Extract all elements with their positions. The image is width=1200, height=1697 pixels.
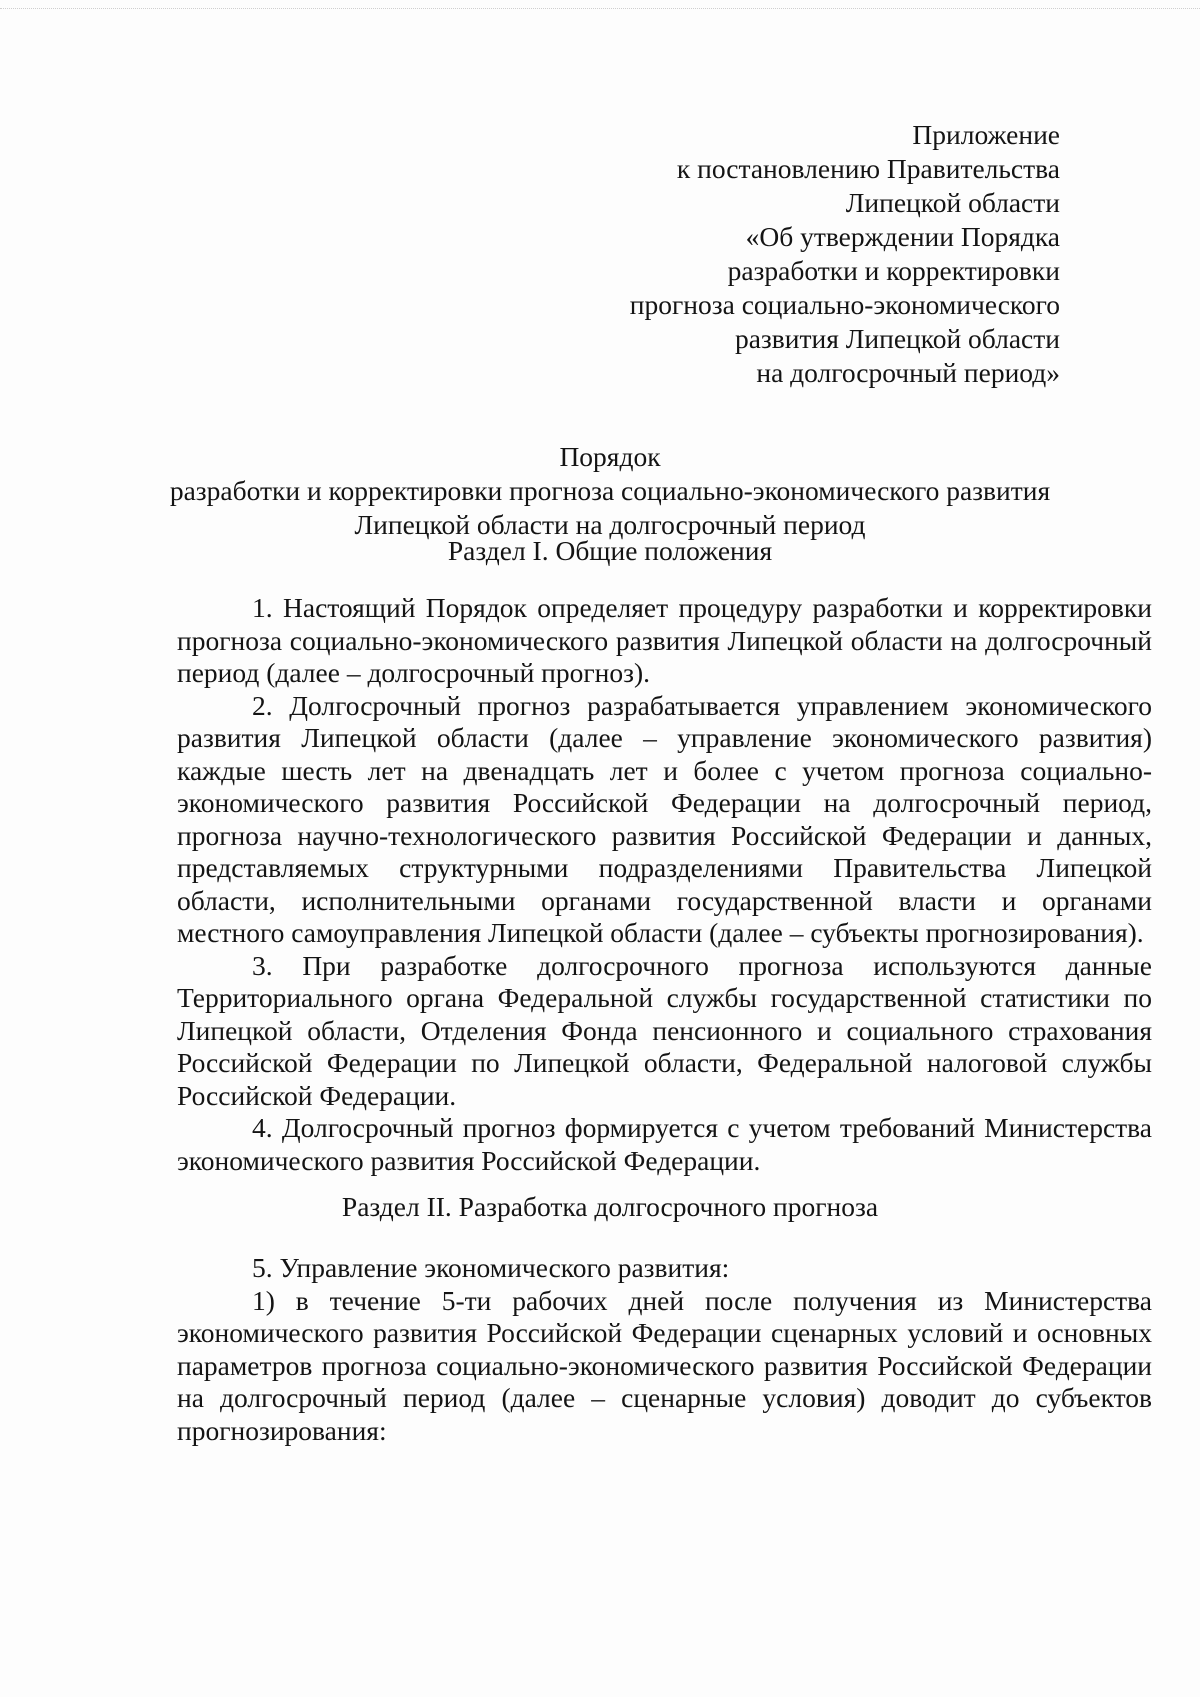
appendix-header <box>540 118 1060 390</box>
paragraph-1: 1. Настоящий Порядок определяет процедуру разработки и корректировки прогноза социально-экономического развития Липецкой области на долгосрочный период (далее – долгосрочный прогноз). <box>177 592 1152 688</box>
appendix-line: Липецкой области <box>845 187 1060 218</box>
paragraph-5: 5. Управление экономического развития: <box>252 1252 730 1283</box>
section-1-heading: Раздел I. Общие положения <box>447 535 773 566</box>
section-1-body <box>177 592 1152 1177</box>
title-line-2: разработки и корректировки прогноза социально-экономического развития <box>169 475 1051 506</box>
document-title <box>160 440 1060 542</box>
section-2-heading: Раздел II. Разработка долгосрочного прогноза <box>341 1191 879 1222</box>
section-2-body <box>177 1252 1152 1447</box>
appendix-line: разработки и корректировки <box>727 255 1060 286</box>
paragraph-4: 4. Долгосрочный прогноз формируется с учетом требований Министерства экономического развития Российской Федерации. <box>177 1112 1152 1176</box>
paragraph-5-1: 1) в течение 5-ти рабочих дней после получения из Министерства экономического развития Российской Федерации сценарных условий и основных параметров прогноза социально-экономического развития Российской Федерации на долгосрочный период (далее – сценарные условия) доводит до субъектов прогнозирования: <box>177 1284 1152 1446</box>
appendix-line: прогноза социально-экономического <box>629 289 1060 320</box>
appendix-line: «Об утверждении Порядка <box>745 221 1060 252</box>
title-line-3: Липецкой области на долгосрочный период <box>354 509 866 540</box>
paragraph-3: 3. При разработке долгосрочного прогноза используются данные Территориального органа Федеральной службы государственной статистики по Липецкой области, Отделения Фонда пенсионного и социального страхования Российской Федерации по Липецкой области, Федеральной налоговой службы Российской Федерации. <box>177 949 1152 1111</box>
title-line-1: Порядок <box>559 441 661 472</box>
appendix-line: на долгосрочный период» <box>756 357 1060 388</box>
appendix-line: к постановлению Правительства <box>676 153 1060 184</box>
scan-edge-line <box>0 8 1200 9</box>
appendix-line: развития Липецкой области <box>734 323 1060 354</box>
paragraph-2: 2. Долгосрочный прогноз разрабатывается управлением экономического развития Липецкой области (далее – управление экономического развития) каждые шесть лет на двенадцать лет и более с учетом прогноза социально-экономического развития Российской Федерации на долгосрочный период, прогноза научно-технологического развития Российской Федерации и данных, представляемых структурными подразделениями Правительства Липецкой области, исполнительными органами государственной власти и органами местного самоуправления Липецкой области (далее – субъекты прогнозирования). <box>177 689 1152 948</box>
appendix-line: Приложение <box>912 119 1060 150</box>
